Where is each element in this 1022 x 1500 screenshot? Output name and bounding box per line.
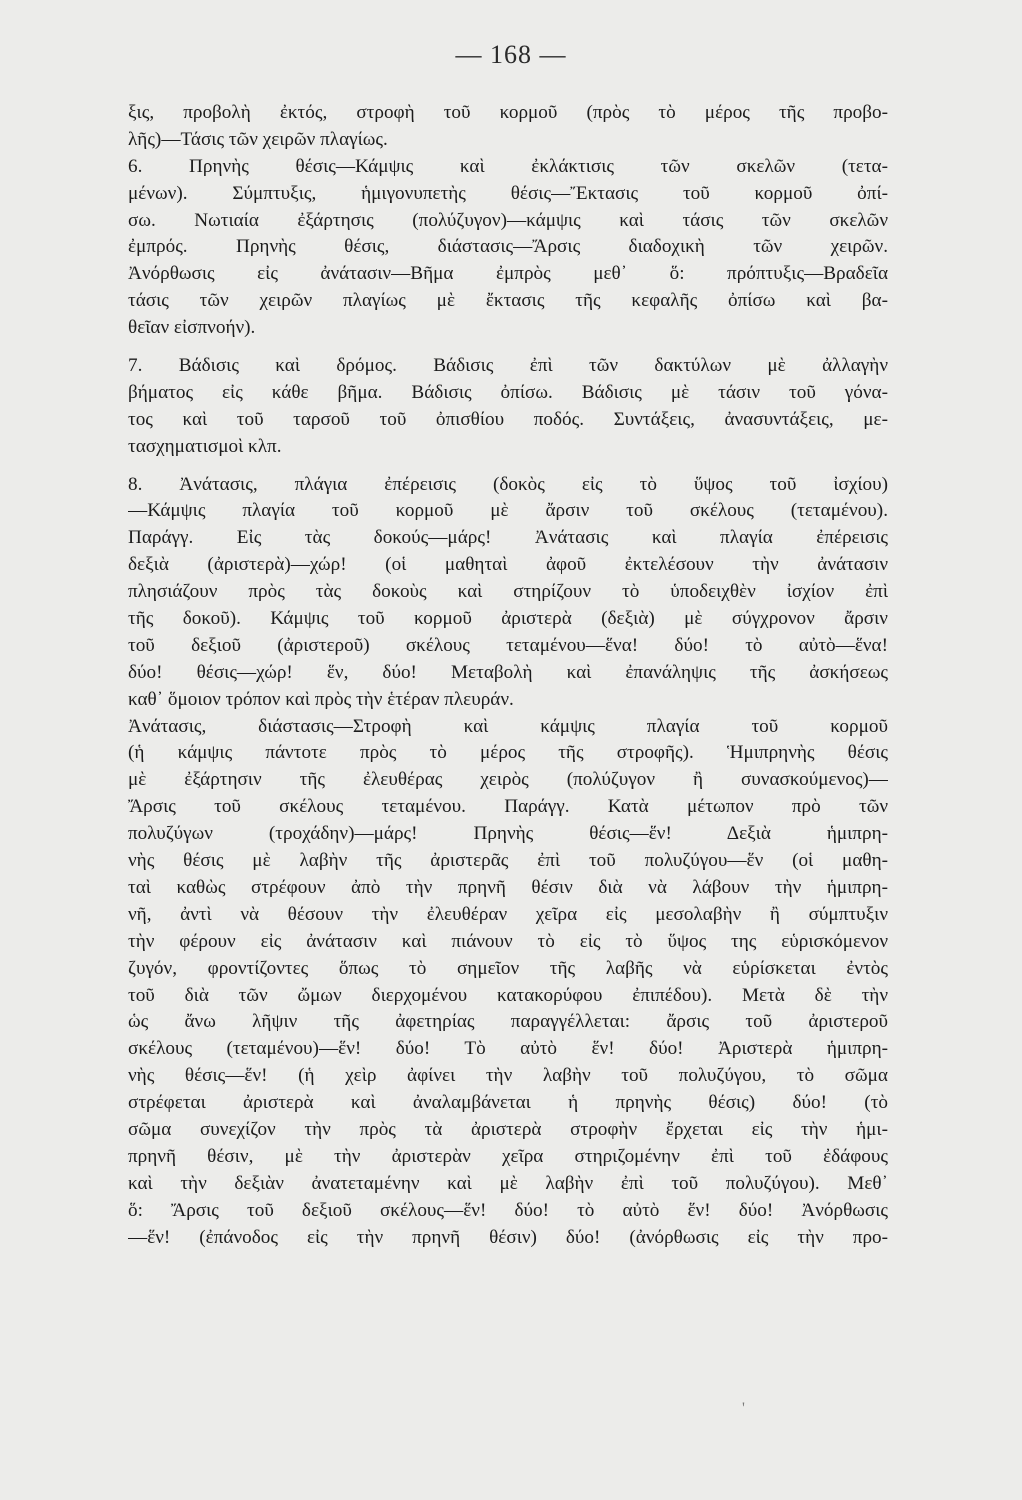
text-line: 7. Βάδισις καὶ δρόμος. Βάδισις ἐπὶ τῶν δακτύλων μὲ ἀλλαγὴν: [128, 355, 888, 377]
text-line: ξις, προβολὴ ἐκτός, στροφὴ τοῦ κορμοῦ (πρὸς τὸ μέρος τῆς προβο-: [128, 102, 888, 123]
text-line: Ἀνάτασις, διάστασις—Στροφὴ καὶ κάμψις πλαγία τοῦ κορμοῦ: [128, 715, 888, 737]
text-line: καθ᾽ ὅμοιον τρόπον καὶ πρὸς τὴν ἑτέραν πλευράν.: [128, 688, 514, 710]
text-line: —Κάμψις πλαγία τοῦ κορμοῦ μὲ ἄρσιν τοῦ σκέλους (τεταμένου).: [128, 500, 888, 522]
text-line: μὲ ἐξάρτησιν τῆς ἐλευθέρας χειρὸς (πολύζυγον ἢ συνασκούμενος)—: [128, 769, 888, 791]
paragraph-gap: [128, 461, 888, 472]
text-line: τῆς δοκοῦ). Κάμψις τοῦ κορμοῦ ἀριστερὰ (δεξιὰ) μὲ σύγχρονον ἄρσιν: [128, 608, 888, 630]
text-line: πλησιάζουν πρὸς τὰς δοκοὺς καὶ στηρίζουν τὸ ὑποδειχθὲν ἰσχίον ἐπὶ: [128, 581, 888, 603]
text-line: Ἄρσις τοῦ σκέλους τεταμένου. Παράγγ. Κατὰ μέτωπον πρὸ τῶν: [128, 796, 888, 818]
footer-mark: ': [742, 1400, 745, 1417]
text-line: Ἀνόρθωσις εἰς ἀνάτασιν—Βῆμα ἐμπρὸς μεθ᾽ ὅ: πρόπτυξις—Βραδεῖα: [128, 263, 888, 285]
text-line: ζυγόν, φροντίζοντες ὅπως τὸ σημεῖον τῆς λαβῆς νὰ εὑρίσκεται ἐντὸς: [128, 957, 888, 979]
text-line: σκέλους (τεταμένου)—ἕν! δύο! Τὸ αὐτὸ ἕν! δύο! Ἀριστερὰ ἡμιπρη-: [128, 1038, 888, 1060]
text-line: τάσις τῶν χειρῶν πλαγίως μὲ ἔκτασις τῆς κεφαλῆς ὀπίσω καὶ βα-: [128, 290, 888, 312]
page-number: — 168 —: [455, 40, 567, 69]
text-line: 6. Πρηνὴς θέσις—Κάμψις καὶ ἐκλάκτισις τῶν σκελῶν (τετα-: [128, 155, 888, 177]
text-line: 8. Ἀνάτασις, πλάγια ἐπέρεισις (δοκὸς εἰς τὸ ὕψος τοῦ ἰσχίου): [128, 473, 888, 495]
text-line: νὴς θέσις—ἕν! (ἡ χεὶρ ἀφίνει τὴν λαβὴν τοῦ πολυζύγου, τὸ σῶμα: [128, 1065, 888, 1087]
text-line: σω. Νωτιαία ἐξάρτησις (πολύζυγον)—κάμψις καὶ τάσις τῶν σκελῶν: [128, 209, 888, 231]
text-line: (ἡ κάμψις πάντοτε πρὸς τὸ μέρος τῆς στροφῆς). Ἡμιπρηνὴς θέσις: [128, 742, 888, 764]
text-line: τοῦ διὰ τῶν ὤμων διερχομένου κατακορύφου ἐπιπέδου). Μετὰ δὲ τὴν: [128, 984, 888, 1006]
text-line: λῆς)—Τάσις τῶν χειρῶν πλαγίως.: [128, 128, 388, 150]
body-text: [128, 100, 888, 1251]
text-line: τοῦ δεξιοῦ (ἀριστεροῦ) σκέλους τεταμένου—ἕνα! δύο! τὸ αὐτὸ—ἕνα!: [128, 634, 888, 656]
text-line: νὴς θέσις μὲ λαβὴν τῆς ἀριστερᾶς ἐπὶ τοῦ πολυζύγου—ἕν (οἱ μαθη-: [128, 850, 888, 872]
paragraph-gap: [128, 342, 888, 353]
text-line: δεξιὰ (ἀριστερὰ)—χώρ! (οἱ μαθηταὶ ἀφοῦ ἐκτελέσουν τὴν ἀνάτασιν: [128, 554, 888, 576]
text-line: ὅ: Ἄρσις τοῦ δεξιοῦ σκέλους—ἕν! δύο! τὸ αὐτὸ ἕν! δύο! Ἀνόρθωσις: [128, 1199, 888, 1221]
text-line: πρηνῆ θέσιν, μὲ τὴν ἀριστερὰν χεῖρα στηριζομένην ἐπὶ τοῦ ἐδάφους: [128, 1145, 888, 1167]
text-line: νῆ, ἀντὶ νὰ θέσουν τὴν ἐλευθέραν χεῖρα εἰς μεσολαβὴν ἢ σύμπτυξιν: [128, 903, 888, 925]
text-line: ὡς ἄνω λῆψιν τῆς ἀφετηρίας παραγγέλλεται: ἄρσις τοῦ ἀριστεροῦ: [128, 1011, 888, 1033]
text-line: σῶμα συνεχίζον τὴν πρὸς τὰ ἀριστερὰ στροφὴν ἔρχεται εἰς τὴν ἡμι-: [128, 1118, 888, 1140]
text-line: τὴν φέρουν εἰς ἀνάτασιν καὶ πιάνουν τὸ εἰς τὸ ὕψος της εὑρισκόμενον: [128, 930, 888, 952]
text-line: τασχηματισμοὶ κλπ.: [128, 435, 282, 457]
text-line: ἐμπρός. Πρηνὴς θέσις, διάστασις—Ἄρσις διαδοχικὴ τῶν χειρῶν.: [128, 236, 888, 258]
text-line: πολυζύγων (τροχάδην)—μάρς! Πρηνὴς θέσις—ἕν! Δεξιὰ ἡμιπρη-: [128, 823, 888, 845]
text-line: στρέφεται ἀριστερὰ καὶ ἀναλαμβάνεται ἡ πρηνὴς θέσις) δύο! (τὸ: [128, 1092, 888, 1114]
text-line: μένων). Σύμπτυξις, ἡμιγονυπετὴς θέσις—Ἔκτασις τοῦ κορμοῦ ὀπί-: [128, 182, 888, 204]
text-line: τος καὶ τοῦ ταρσοῦ τοῦ ὀπισθίου ποδός. Συντάξεις, ἀνασυντάξεις, με-: [128, 408, 888, 430]
text-line: βήματος εἰς κάθε βῆμα. Βάδισις ὀπίσω. Βάδισις μὲ τάσιν τοῦ γόνα-: [128, 381, 888, 403]
text-line: —ἕν! (ἐπάνοδος εἰς τὴν πρηνῆ θέσιν) δύο! (ἀνόρθωσις εἰς τὴν προ-: [128, 1226, 888, 1248]
text-line: θεῖαν εἰσπνοήν).: [128, 317, 256, 339]
text-line: καὶ τὴν δεξιὰν ἀνατεταμένην καὶ μὲ λαβὴν ἐπὶ τοῦ πολυζύγου). Μεθ᾽: [128, 1172, 888, 1194]
text-line: Παράγγ. Εἰς τὰς δοκούς—μάρς! Ἀνάτασις καὶ πλαγία ἐπέρεισις: [128, 527, 888, 549]
text-line: ταὶ καθὼς στρέφουν ἀπὸ τὴν πρηνῆ θέσιν διὰ νὰ λάβουν τὴν ἡμιπρη-: [128, 876, 888, 898]
text-line: δύο! θέσις—χώρ! ἕν, δύο! Μεταβολὴ καὶ ἐπανάληψις τῆς ἀσκήσεως: [128, 661, 888, 683]
